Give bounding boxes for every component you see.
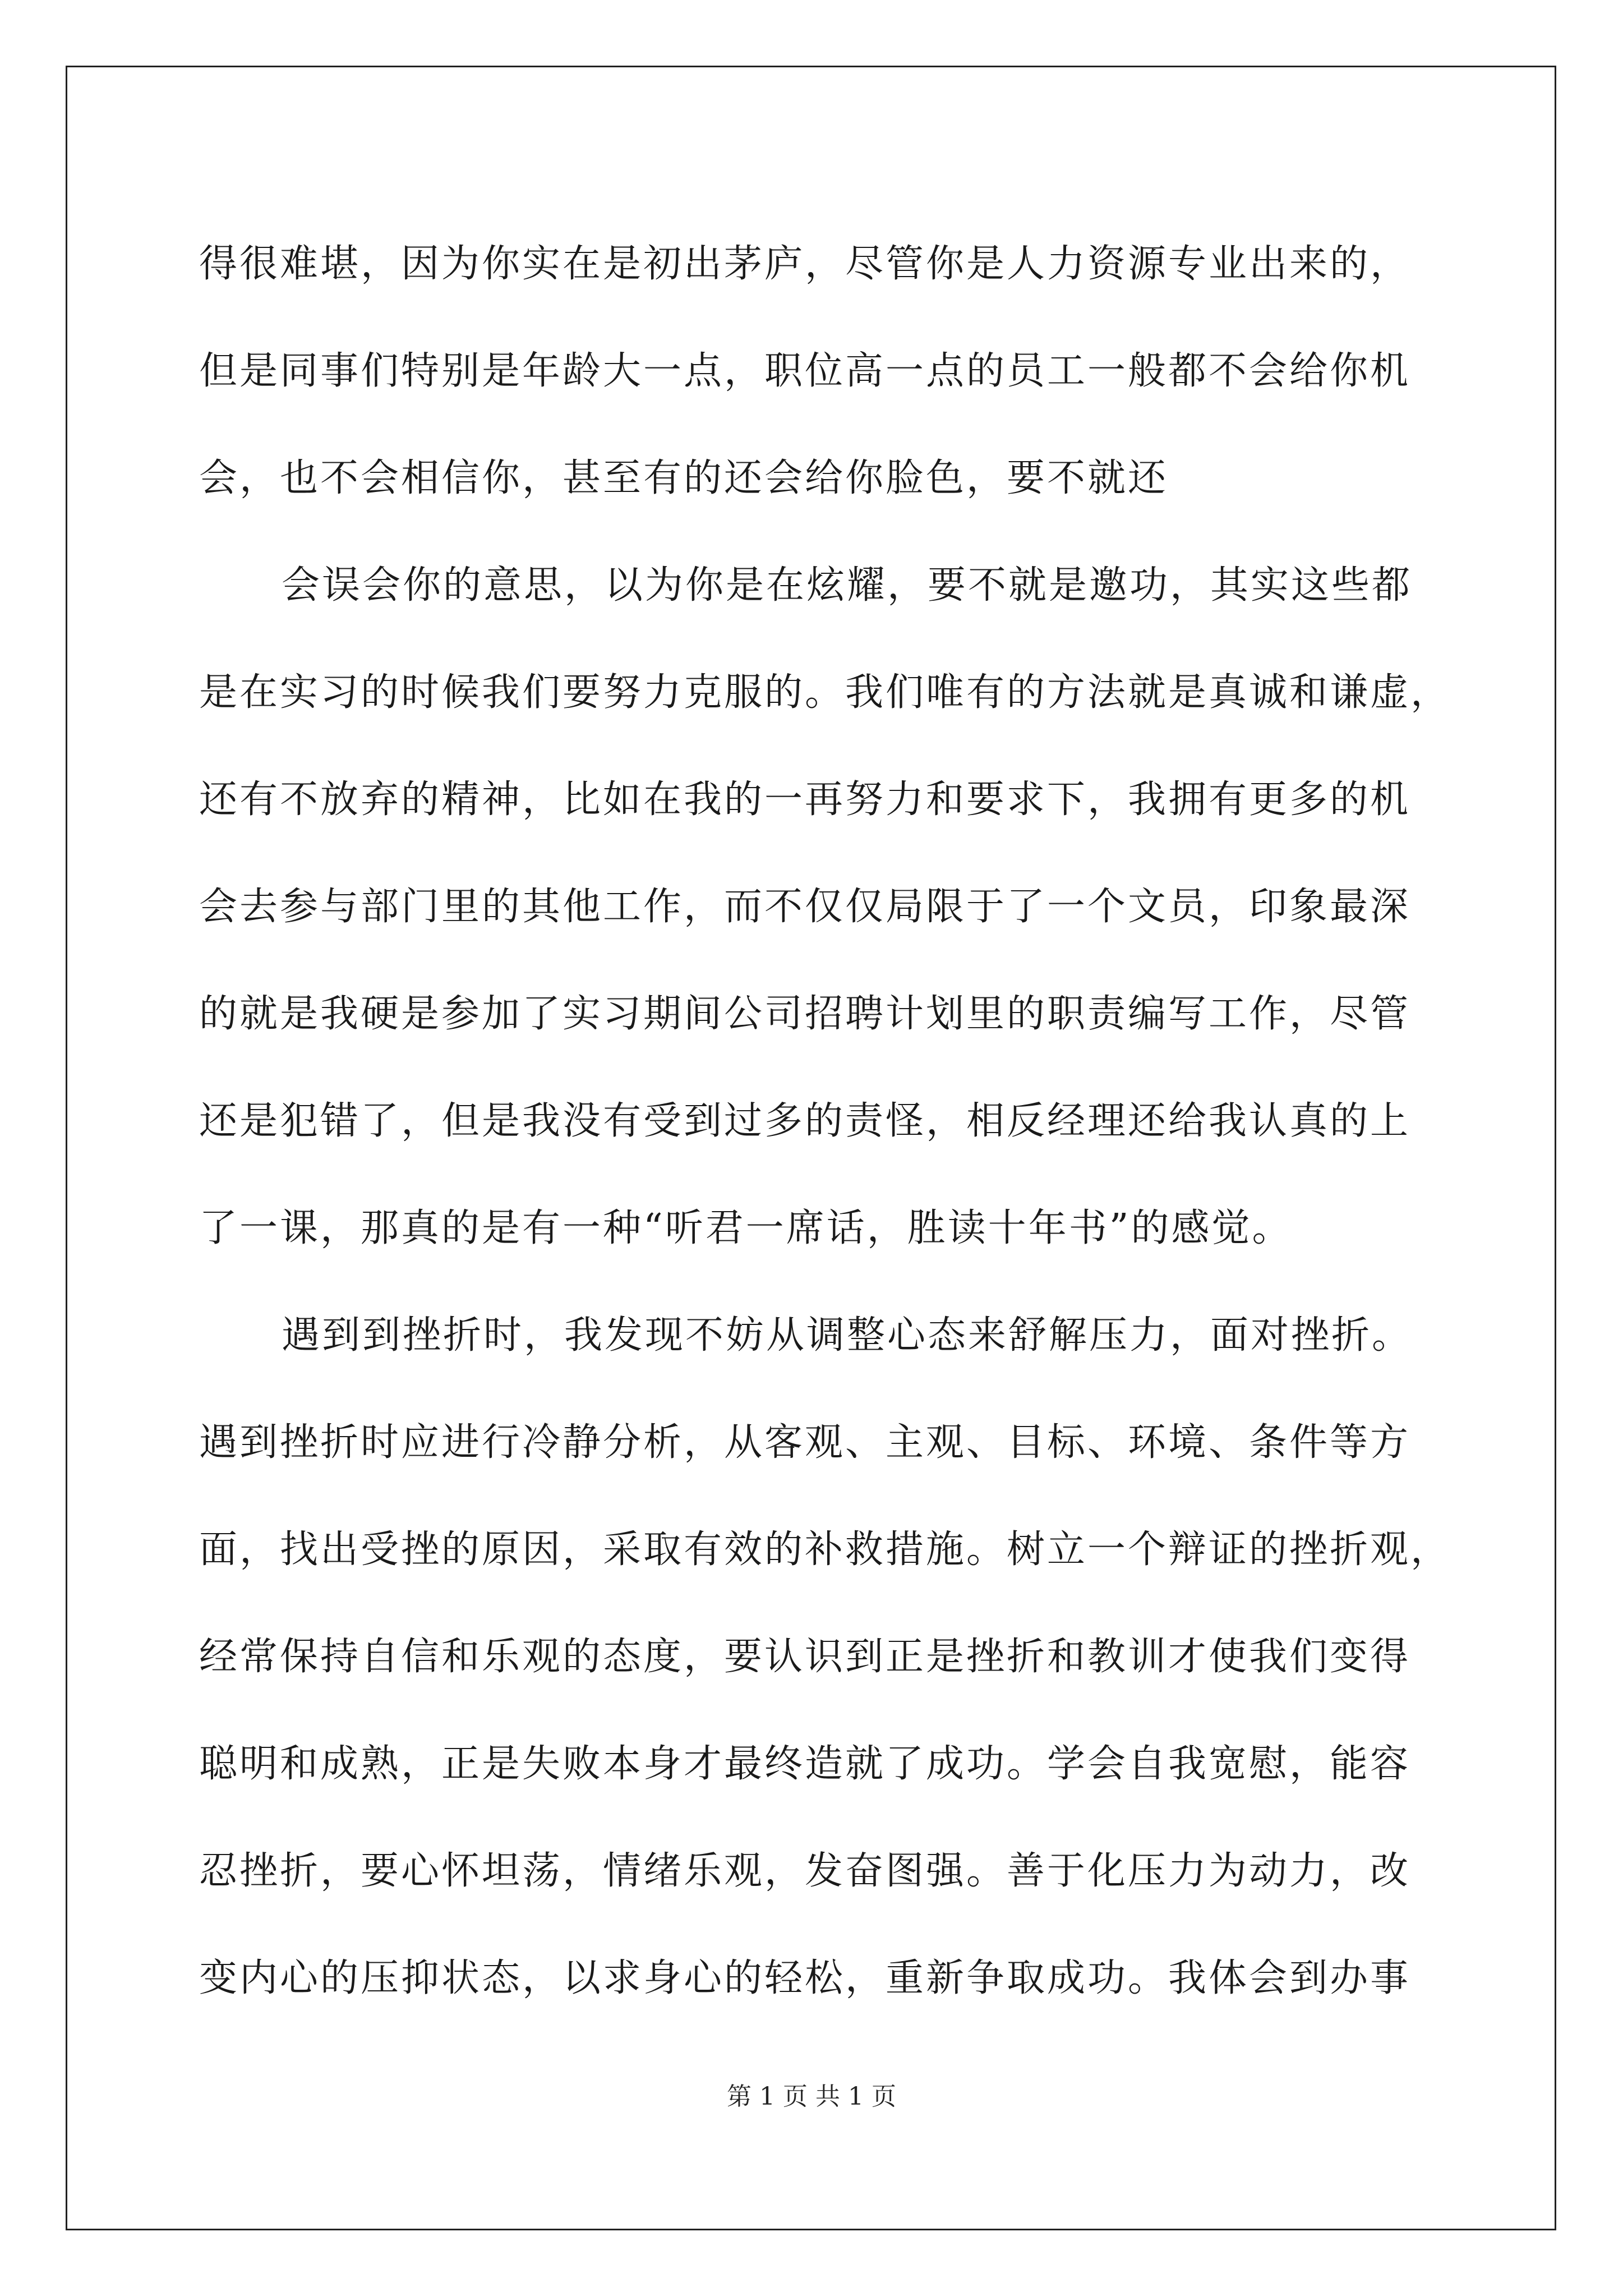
- text-line: 面，找出受挫的原因，采取有效的补救措施。树立一个辩证的挫折观，: [199, 1527, 1451, 1572]
- text-line: 会去参与部门里的其他工作，而不仅仅局限于了一个文员，印象最深: [199, 885, 1411, 929]
- text-line: 变内心的压抑状态，以求身心的轻松，重新争取成功。我体会到办事: [199, 1956, 1411, 2000]
- text-line: 得很难堪，因为你实在是初出茅庐，尽管你是人力资源专业出来的，: [199, 242, 1411, 286]
- text-line: 会，也不会相信你，甚至有的还会给你脸色，要不就还: [199, 456, 1169, 500]
- text-line: 经常保持自信和乐观的态度，要认识到正是挫折和教训才使我们变得: [199, 1635, 1411, 1679]
- text-line: 聪明和成熟，正是失败本身才最终造就了成功。学会自我宽慰，能容: [199, 1742, 1411, 1786]
- text-line: 忍挫折，要心怀坦荡，情绪乐观，发奋图强。善于化压力为动力，改: [199, 1849, 1411, 1893]
- text-line: 遇到挫折时应进行冷静分析，从客观、主观、目标、环境、条件等方: [199, 1420, 1411, 1465]
- text-line: 是在实习的时候我们要努力克服的。我们唯有的方法就是真诚和谦虚，: [199, 670, 1451, 715]
- page-number-footer: 第 1 页 共 1 页: [727, 2082, 896, 2111]
- text-line: 还是犯错了，但是我没有受到过多的责怪，相反经理还给我认真的上: [199, 1099, 1411, 1143]
- document-body: [199, 210, 1451, 2032]
- text-line: 的就是我硬是参加了实习期间公司招聘计划里的职责编写工作，尽管: [199, 992, 1411, 1036]
- paragraph-start-line: 遇到到挫折时，我发现不妨从调整心态来舒解压力，面对挫折。: [282, 1313, 1413, 1358]
- text-line: 但是同事们特别是年龄大一点，职位高一点的员工一般都不会给你机: [199, 349, 1411, 393]
- text-line: 了一课，那真的是有一种“听君一席话，胜读十年书”的感觉。: [199, 1206, 1293, 1250]
- paragraph-start-line: 会误会你的意思，以为你是在炫耀，要不就是邀功，其实这些都: [282, 563, 1413, 608]
- text-line: 还有不放弃的精神，比如在我的一再努力和要求下，我拥有更多的机: [199, 777, 1411, 822]
